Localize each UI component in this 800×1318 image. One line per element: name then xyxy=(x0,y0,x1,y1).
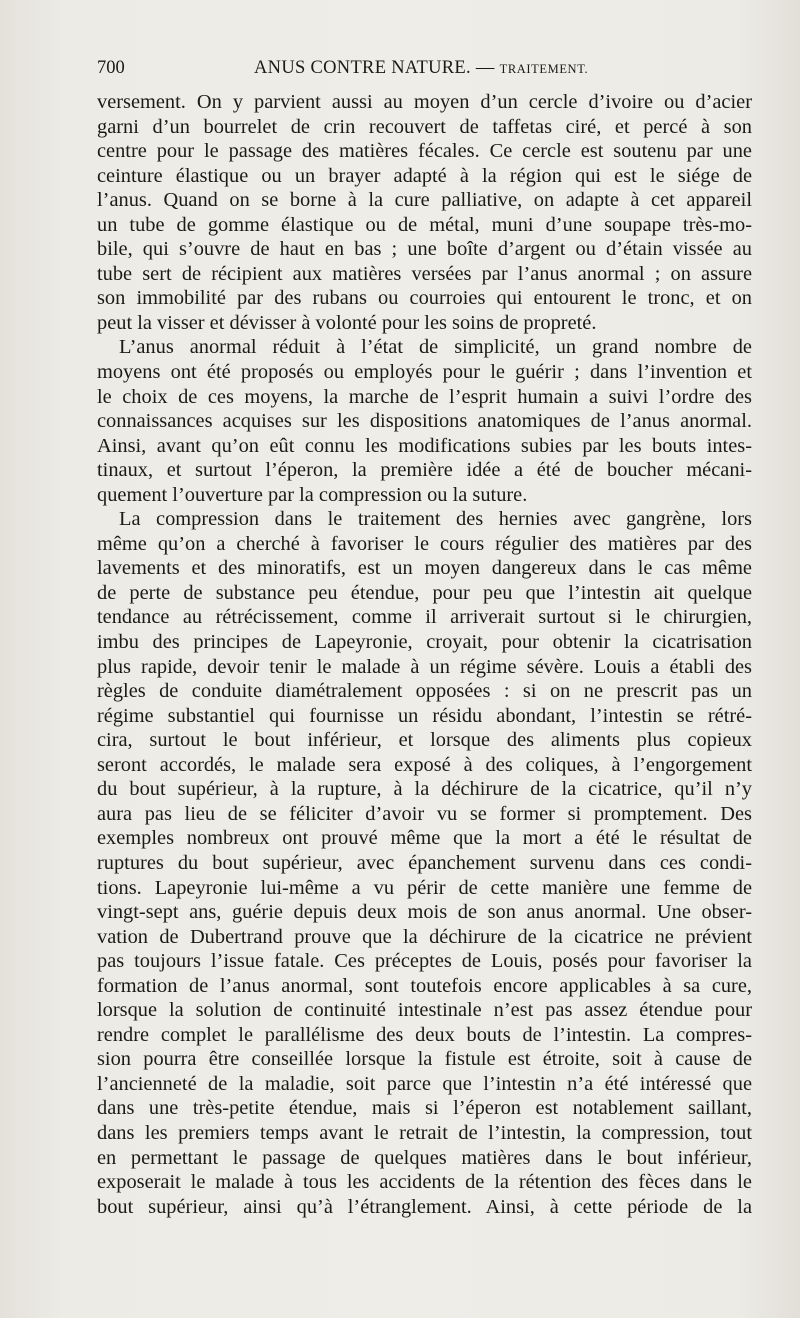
text-line: cira, surtout le bout inférieur, et lorsque des aliments plus copieux xyxy=(97,729,752,752)
text-line: plus rapide, devoir tenir le malade à un régime sévère. Louis a établi des xyxy=(97,655,752,678)
text-line: aura pas lieu de se féliciter d’avoir vu se former si promptement. Des xyxy=(97,802,752,825)
text-line: tube sert de récipient aux matières versées par l’anus anormal ; on assure xyxy=(97,262,752,285)
text-line: ruptures du bout supérieur, avec épanchement survenu dans ces condi- xyxy=(97,851,752,874)
text-line: versement. On y parvient aussi au moyen d’un cercle d’ivoire ou d’acier xyxy=(97,91,752,113)
text-line: ceinture élastique ou un brayer adapté à la région qui est le siége de xyxy=(97,164,752,187)
text-line: bile, qui s’ouvre de haut en bas ; une boîte d’argent ou d’étain vissée au xyxy=(97,238,752,261)
header-section: TRAITEMENT. xyxy=(499,62,589,76)
text-line: tendance au rétrécissement, comme il arriverait surtout si le chirurgien, xyxy=(97,606,752,629)
text-line: garni d’un bourrelet de crin recouvert de taffetas ciré, et percé à son xyxy=(97,115,752,138)
text-line: rendre complet le parallélisme des deux bouts de l’intestin. La compres- xyxy=(97,1023,752,1046)
text-line: dans une très-petite étendue, mais si l’éperon est notablement saillant, xyxy=(97,1097,752,1120)
text-line: régime substantiel qui fournisse un résidu abondant, l’intestin se rétré- xyxy=(97,704,752,727)
text-line: lorsque la solution de continuité intestinale n’est pas assez étendue pour xyxy=(97,999,752,1022)
text-line: exemples nombreux ont prouvé même que la mort a été le résultat de xyxy=(97,827,752,850)
text-line: quement l’ouverture par la compression ou la suture. xyxy=(97,483,528,506)
text-line: règles de conduite diamétralement opposées : si on ne prescrit pas un xyxy=(97,680,752,703)
text-line: l’anus. Quand on se borne à la cure palliative, on adapte à cet appareil xyxy=(97,189,752,212)
text-line: centre pour le passage des matières fécales. Ce cercle est soutenu par une xyxy=(97,140,752,163)
text-line: dans les premiers temps avant le retrait de l’intestin, la compression, tout xyxy=(97,1121,752,1144)
text-line: tinaux, et surtout l’éperon, la première idée a été de boucher mécani- xyxy=(97,459,752,482)
text-line: lavements et des minoratifs, est un moyen dangereux dans le cas même xyxy=(97,557,752,580)
text-line: imbu des principes de Lapeyronie, croyait, pour obtenir la cicatrisation xyxy=(97,631,752,654)
text-line: un tube de gomme élastique ou de métal, muni d’une soupape très-mo- xyxy=(97,213,752,236)
text-line: même qu’on a cherché à favoriser le cours régulier des matières par des xyxy=(97,532,752,555)
text-line: sion pourra être conseillée lorsque la fistule est étroite, soit à cause de xyxy=(97,1048,752,1071)
text-line: exposerait le malade à tous les accidents de la rétention des fèces dans le xyxy=(97,1171,752,1194)
text-line: Ainsi, avant qu’on eût connu les modifications subies par les bouts intes- xyxy=(97,434,752,457)
text-line: du bout supérieur, à la rupture, à la déchirure de la cicatrice, qu’il n’y xyxy=(97,778,752,801)
text-line: tions. Lapeyronie lui-même a vu périr de cette manière une femme de xyxy=(97,876,752,899)
header-title: ANUS CONTRE NATURE. — xyxy=(254,58,495,78)
text-line: l’ancienneté de la maladie, soit parce que l’intestin n’a été intéressé que xyxy=(97,1072,752,1095)
text-line: peut la visser et dévisser à volonté pour les soins de propreté. xyxy=(97,311,597,334)
body-text xyxy=(97,90,752,1219)
text-line: vingt-sept ans, guérie depuis deux mois de son anus anormal. Une obser- xyxy=(97,901,752,924)
text-line: vation de Dubertrand prouve que la déchirure de la cicatrice ne prévient xyxy=(97,925,752,948)
page-number: 700 xyxy=(97,58,125,78)
text-line: bout supérieur, ainsi qu’à l’étranglement. Ainsi, à cette période de la xyxy=(97,1195,752,1218)
text-line: seront accordés, le malade sera exposé à des coliques, à l’engorgement xyxy=(97,753,752,776)
running-title xyxy=(254,58,588,79)
text-line: formation de l’anus anormal, sont toutefois encore applicables à sa cure, xyxy=(97,974,752,997)
text-line: en permettant le passage de quelques matières dans le bout inférieur, xyxy=(97,1146,752,1169)
text-line: moyens ont été proposés ou employés pour le guérir ; dans l’invention et xyxy=(97,361,752,384)
text-line: pas toujours l’issue fatale. Ces préceptes de Louis, posés pour favoriser la xyxy=(97,950,752,973)
text-line: le choix de ces moyens, la marche de l’esprit humain a suivi l’ordre des xyxy=(97,385,752,408)
text-line: La compression dans le traitement des hernies avec gangrène, lors xyxy=(119,508,752,531)
running-header xyxy=(97,58,752,84)
text-line: connaissances acquises sur les dispositions anatomiques de l’anus anormal. xyxy=(97,410,752,433)
text-line: de perte de substance peu étendue, pour peu que l’intestin ait quelque xyxy=(97,581,752,604)
text-line: L’anus anormal réduit à l’état de simplicité, un grand nombre de xyxy=(119,336,752,359)
text-line: son immobilité par des rubans ou courroies qui entourent le tronc, et on xyxy=(97,287,752,310)
